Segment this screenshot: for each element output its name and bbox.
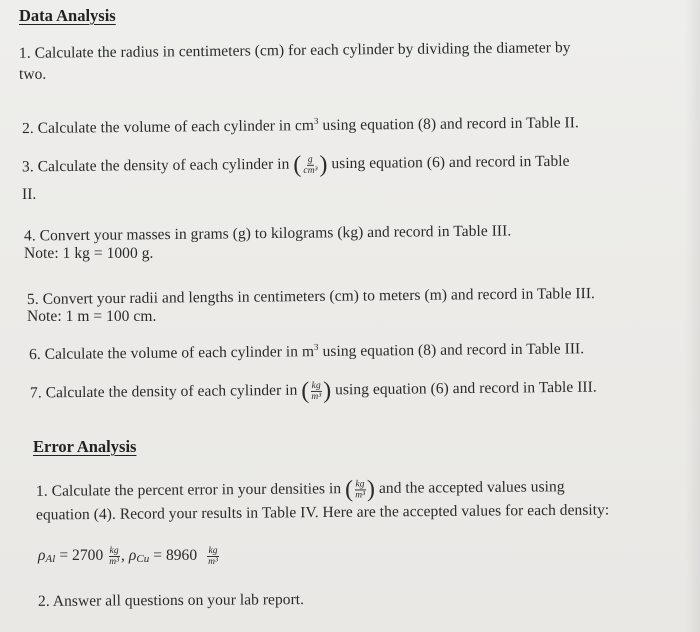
item-number: 7. [29, 384, 42, 402]
item-number: 6. [28, 345, 41, 364]
cu-density-value: = 8960 [153, 547, 198, 565]
item-text-cont: using equation (6) and record in Table [331, 152, 570, 173]
accepted-values: ρAl = 2700 $\frac{kg}{\text{m³}}$ , ρCu = 8960 $\frac{kg}{\text{m³}}$ [38, 546, 218, 567]
density-symbol-al: ρ [38, 547, 46, 565]
da-item-3-continued: II. [22, 186, 37, 203]
da-item-6 [29, 339, 584, 364]
item-text: Calculate the volume of each cylinder in m [44, 343, 315, 363]
ea-item-2 [38, 591, 304, 611]
item-number: 2. [21, 119, 34, 138]
unit-fraction: $\frac{g}{\text{cm³}}$ [303, 154, 318, 176]
al-unit-fraction: $\frac{kg}{\text{m³}}$ [109, 546, 119, 567]
da-item-5-note: Note: 1 m = 100 cm. [27, 308, 157, 325]
data-analysis-heading: Data Analysis [19, 6, 116, 25]
item-text-cont: using equation (8) and record in Table III. [318, 340, 585, 361]
da-item-1-continued: two. [19, 66, 47, 83]
cubic-superscript: 3 [313, 341, 319, 352]
item-text: Calculate the density of each cylinder in [37, 155, 290, 176]
item-text: Calculate the volume of each cylinder in cm [37, 117, 315, 137]
da-item-2 [22, 113, 579, 138]
item-number: 4. [23, 227, 36, 245]
item-text: Convert your masses in grams (g) to kilograms (kg) and record in Table III. [39, 222, 512, 245]
item-text: Answer all questions on your lab report. [52, 591, 305, 610]
item-text-cont: using equation (6) and record in Table III. [335, 378, 597, 399]
density-symbol-cu: ρ [128, 547, 137, 565]
item-text: Calculate the percent error in your densities in [51, 480, 342, 500]
al-density-value: = 2700 [59, 547, 104, 565]
unit-fraction: $\frac{kg}{\text{m³}}$ [311, 380, 322, 402]
page-edge-shadow [684, 0, 700, 632]
item-number: 3. [21, 158, 34, 176]
ea-item-1-continued: equation (4). Record your results in Table IV. Here are the accepted values for each density: [35, 501, 610, 524]
da-item-3: 3. Calculate the density of each cylinder in ( $\frac{g}{\text{cm³}}$ ) using equation (6) and record in Table [21, 151, 570, 179]
ea-item-1: 1. Calculate the percent error in your densities in ( $\frac{kg}{\text{m³}}$ ) and the accepted values using [35, 476, 565, 503]
item-text-cont: using equation (8) and record in Table II. [318, 114, 579, 134]
item-text: Convert your radii and lengths in centimeters (cm) to meters (m) and record in Table III. [42, 285, 596, 308]
da-item-5 [27, 285, 595, 309]
item-number: 1. [35, 482, 48, 500]
item-number: 5. [26, 290, 39, 308]
da-item-4 [24, 222, 511, 245]
cu-unit-fraction: $\frac{kg}{\text{m³}}$ [208, 546, 218, 567]
cubic-superscript: 3 [313, 115, 319, 126]
da-item-1 [19, 39, 571, 63]
item-number: 1. [18, 44, 31, 62]
unit-fraction: $\frac{kg}{\text{m³}}$ [355, 478, 366, 501]
item-number: 2. [37, 592, 50, 610]
da-item-4-note: Note: 1 kg = 1000 g. [24, 245, 154, 262]
item-text: Calculate the density of each cylinder in [45, 381, 298, 402]
item-text: Calculate the radius in centimeters (cm) for each cylinder by dividing the diameter by [34, 39, 571, 62]
item-text-cont: and the accepted values using [378, 478, 565, 497]
error-analysis-heading: Error Analysis [33, 437, 137, 456]
da-item-7: 7. Calculate the density of each cylinder in ( $\frac{kg}{\text{m³}}$ ) using equation (6) and record in Table III. [29, 377, 597, 405]
